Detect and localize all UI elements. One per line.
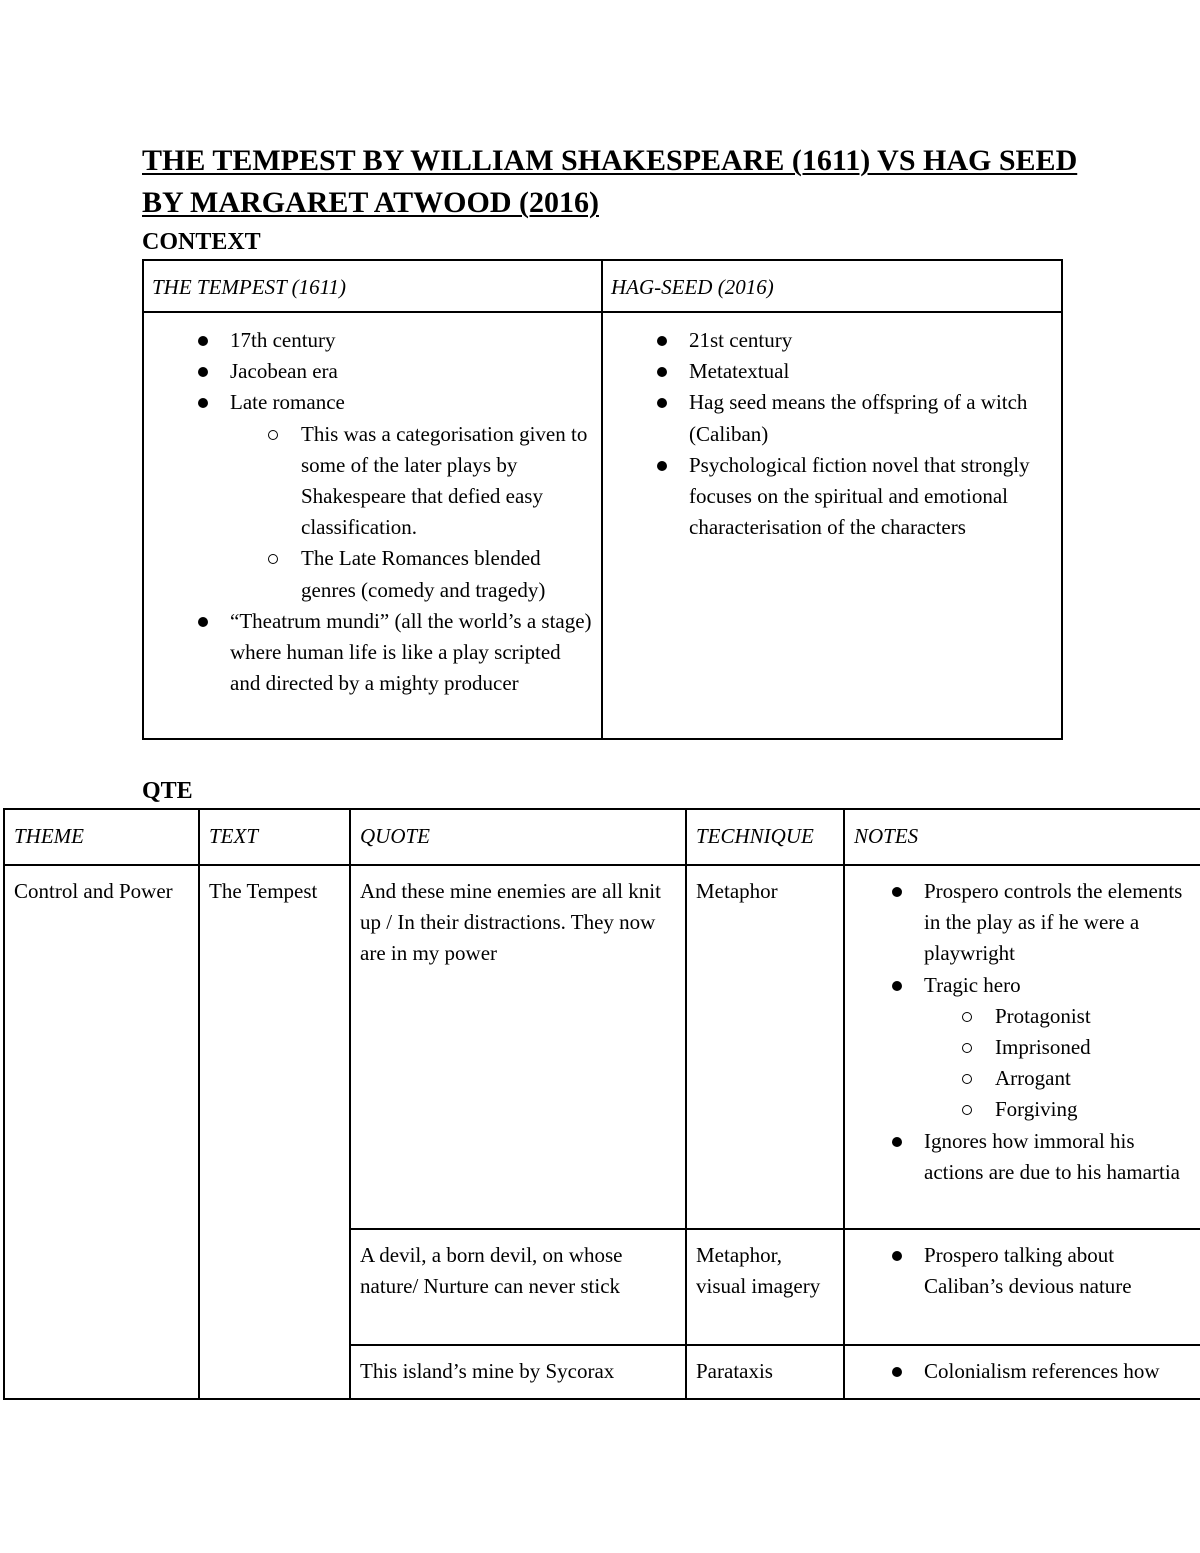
- sub-list-item: Forgiving: [924, 1094, 1195, 1125]
- header-text: TEXT: [199, 809, 350, 865]
- qte-heading: QTE: [142, 778, 193, 804]
- quote-cell: And these mine enemies are all knit up / In their distractions. They now are in my power: [350, 865, 686, 1229]
- list-item: Psychological fiction novel that strongly focuses on the spiritual and emotional characterisation of the characters: [611, 450, 1053, 544]
- sub-list-item: Protagonist: [924, 1001, 1195, 1032]
- notes-list: [854, 1356, 1195, 1387]
- context-header-hagseed: HAG-SEED (2016): [602, 260, 1062, 312]
- sub-list-item: This was a categorisation given to some of the later plays by Shakespeare that defied easy classification.: [230, 419, 593, 544]
- header-notes: NOTES: [844, 809, 1200, 865]
- list-item: 21st century: [611, 325, 1053, 356]
- context-table: [142, 259, 1063, 740]
- quote-cell: A devil, a born devil, on whose nature/ Nurture can never stick: [350, 1229, 686, 1345]
- table-row: [4, 865, 1200, 1229]
- technique-cell: Metaphor: [686, 865, 844, 1229]
- sub-list-item: Imprisoned: [924, 1032, 1195, 1063]
- notes-list: [854, 876, 1195, 1188]
- quote-cell: This island’s mine by Sycorax: [350, 1345, 686, 1399]
- document-title: THE TEMPEST BY WILLIAM SHAKESPEARE (1611) VS HAG SEED BY MARGARET ATWOOD (2016): [142, 144, 1078, 219]
- context-body-row: [143, 312, 1062, 739]
- sub-list: [301, 419, 593, 606]
- list-item: “Theatrum mundi” (all the world’s a stage) where human life is like a play scripted and directed by a mighty producer: [152, 606, 593, 700]
- technique-cell: Metaphor, visual imagery: [686, 1229, 844, 1345]
- list-item: 17th century: [152, 325, 593, 356]
- context-header-row: [143, 260, 1062, 312]
- notes-cell: [844, 1229, 1200, 1345]
- sub-list: [995, 1001, 1195, 1126]
- text-cell: The Tempest: [199, 865, 350, 1399]
- tempest-context-cell: [143, 312, 602, 739]
- list-item: Prospero talking about Caliban’s devious nature: [854, 1240, 1195, 1302]
- list-item: [854, 970, 1195, 1126]
- list-item: Ignores how immoral his actions are due to his hamartia: [854, 1126, 1195, 1188]
- list-item: [152, 387, 593, 605]
- notes-cell: [844, 1345, 1200, 1399]
- context-heading: CONTEXT: [142, 229, 261, 255]
- list-item: Prospero controls the elements in the play as if he were a playwright: [854, 876, 1195, 970]
- technique-cell: Parataxis: [686, 1345, 844, 1399]
- list-item: Jacobean era: [152, 356, 593, 387]
- hagseed-context-list: [611, 325, 1053, 543]
- notes-list: [854, 1240, 1195, 1302]
- qte-header-row: [4, 809, 1200, 865]
- hagseed-context-cell: [602, 312, 1062, 739]
- tempest-context-list: [152, 325, 593, 699]
- list-item: Hag seed means the offspring of a witch (Caliban): [611, 387, 1053, 449]
- header-quote: QUOTE: [350, 809, 686, 865]
- context-header-tempest: THE TEMPEST (1611): [143, 260, 602, 312]
- notes-cell: [844, 865, 1200, 1229]
- list-item: Colonialism references how: [854, 1356, 1195, 1387]
- theme-cell: Control and Power: [4, 865, 199, 1399]
- header-technique: TECHNIQUE: [686, 809, 844, 865]
- sub-list-item: The Late Romances blended genres (comedy and tragedy): [230, 543, 593, 605]
- header-theme: THEME: [4, 809, 199, 865]
- list-item: Metatextual: [611, 356, 1053, 387]
- qte-table: [3, 808, 1200, 1400]
- sub-list-item: Arrogant: [924, 1063, 1195, 1094]
- list-item-text: Tragic hero: [924, 972, 1021, 997]
- list-item-text: Late romance: [230, 390, 345, 415]
